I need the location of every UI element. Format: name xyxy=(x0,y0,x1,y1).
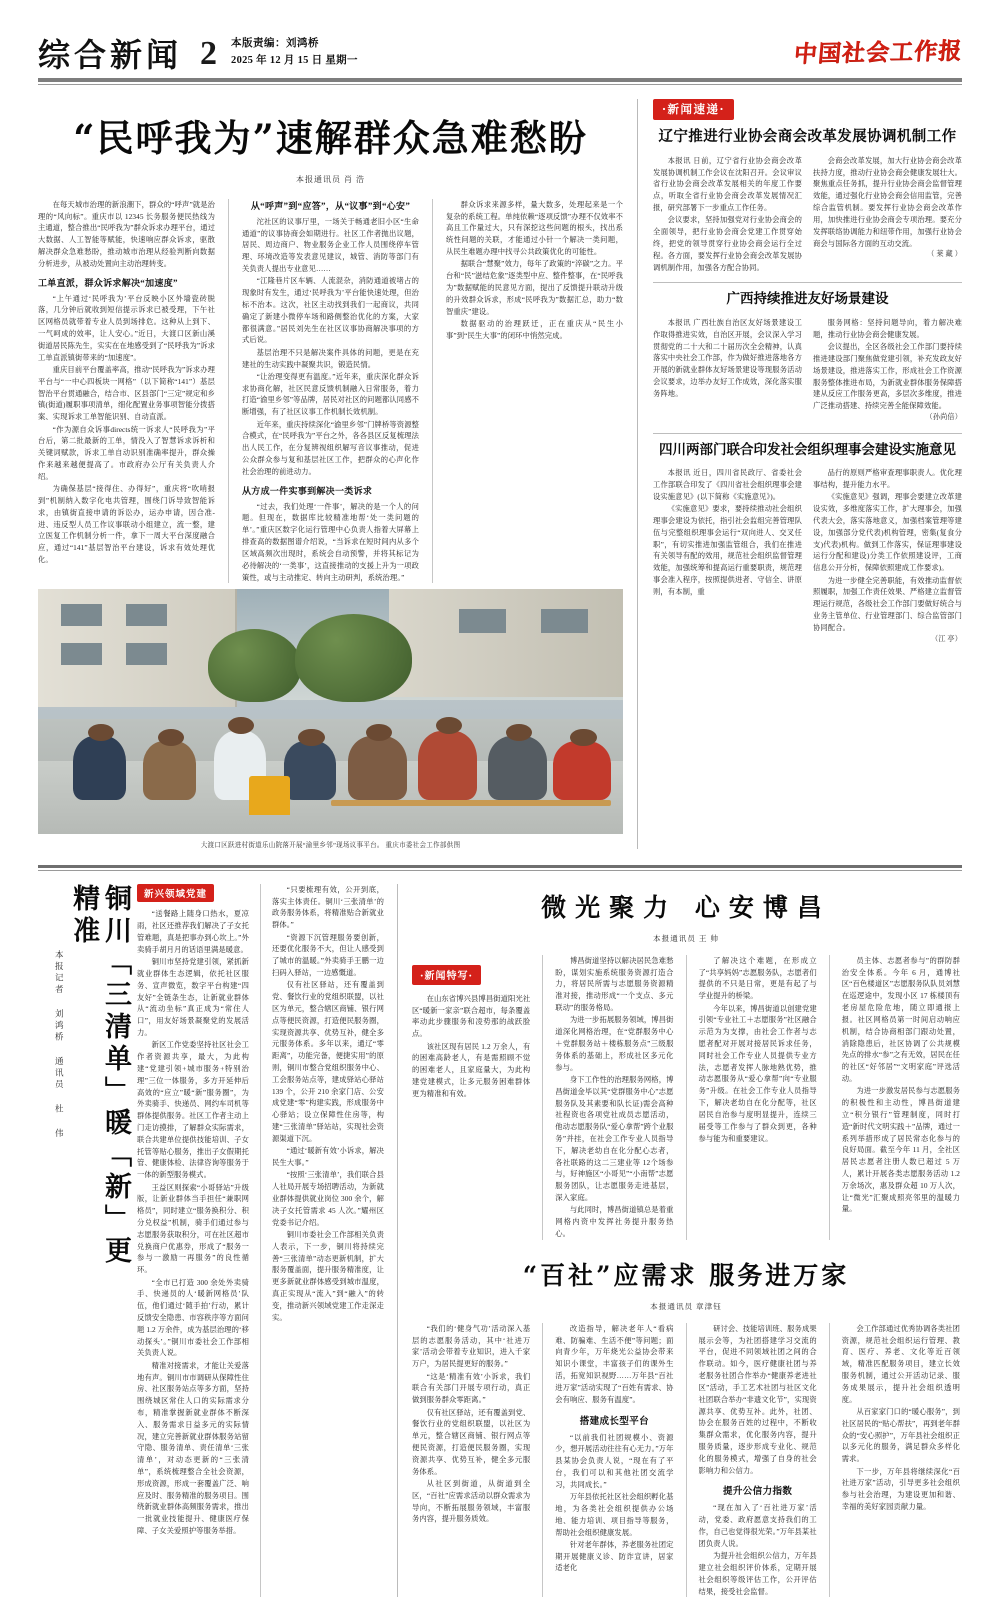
lead-article xyxy=(38,99,638,850)
express-source-3: （江 亭） xyxy=(930,634,962,643)
photo-building-right xyxy=(389,589,623,697)
tongchuan-headline: 铜川「三清单」暖「新」更精准 xyxy=(68,883,131,1268)
tongchuan-col-1 xyxy=(137,884,249,1597)
lead-subhead-2: 从“呼声”到“应答”，从“议事”到“心安” xyxy=(250,200,411,211)
photo-window xyxy=(61,643,102,665)
section-divider-thin xyxy=(38,870,962,871)
express-col-2: 会商会改革发展，加大行业协会商会改革扶持力度，推动行业协会商会健康发展壮大。聚焦重点任务抓，提升行业协会商会监督管理效能，通过强化行业协会商会信用监管，完善综合监管机制。要发挥行业协会商会改革作用，加快推进行业协会商会专项治理。要充分发挥联络协调能力和纽带作用，加强行业协会商会与国际各方面的互动交流。 （ 莱 藏 ） xyxy=(813,155,962,274)
masthead-left xyxy=(38,35,358,74)
express-col-1: 本报讯 日前，辽宁省行业协会商会改革发展协调机制工作会议在沈阳召开。会议审议省行业协会商会改革发展相关的年度工作要点，听取全省行业协会商会改革发展情况汇报，研究部署下一步重点工作任务。 会议要求，坚持加强党对行业协会商会的全面领导，把行业协会商会党建工作贯穿始终，把党的领导贯穿行业协会商会运行全过程。各方面，要发挥行业协会商会改革发展协调机制作用，加强各方配合协同。 xyxy=(653,155,802,272)
photo-person-head xyxy=(298,729,324,746)
baishe-col-4: 会工作部通过优秀协调各类社团资源，规范社会组织运行管理、教育、医疗、养老、文化等近百领域，精准匹配服务项目，建立长效服务机制，通过公开活动记录、服务成果展示，提升社会组织透明度。 从百家家门口的“暖心服务”，到社区居民的“贴心帮扶”，再到老年群众的“安心照护”，万年县社会组织正以多元化的服务，满足群众多样化需求。 下一步，万年县将继续深化“百社进万家”活动，引导更多社会组织参与社会治理，为建设更加和谐、幸福的美好家园贡献力量。 xyxy=(841,1323,960,1511)
boshang-col-3: 了解决这个难题，在形成立了“共享妈妈”志愿服务队，志愿者们提供的不只是日常，更是有起了与学业提升的桥梁。 今年以来，博昌街道以创建党建引领“专业社工＋志愿服务”社区融合示范为为支撑，由社会工作者与志愿者配对开展对接居民诉求任务，同时社会工作专业人员提供专业方法，志愿者发挥人脉地熟优势，推动志愿服务从“爱心拿帮”向“专业服务”升级。在社会工作专业人员指导下，解决老幼自在化分配等，社区居民自治参与度明显提升，连续三届受等工作参与了群众到更，各种参与能为和重要建议。 xyxy=(698,955,817,1143)
masthead-rule-thin xyxy=(38,84,962,85)
baishe-col3-text-a: 研讨会、技能培训班、服务成果展示会等，为社团搭建学习交流的平台，促进不同领域社团之间的合作联动。如今，医疗健康社团与养老服务社团合作举办“健康养老进社区”活动，手工艺术社团与社区文化社团联合举办“非遗文化节”，实现资源共享、优势互补。此外，社团、协会在服务百姓的过程中，不断收集群众需求，优化服务内容，提升服务质量，逐步形成专业化、规范化的服务模式，增强了自身的社会影响力和公信力。 xyxy=(698,1323,817,1475)
lead-subhead-3: 从方成一件实事到解决一类诉求 xyxy=(241,485,373,496)
date-line: 2025 年 12 月 15 日 星期一 xyxy=(231,54,358,66)
news-express-badge: ·新闻速递· xyxy=(653,99,734,121)
express-headline-1: 辽宁推进行业协会商会改革发展协调机制工作 xyxy=(658,128,957,145)
column-divider-6 xyxy=(829,955,830,1240)
photo-window xyxy=(126,604,167,626)
section-divider xyxy=(38,865,962,868)
lead-photo-block xyxy=(38,589,623,849)
tongchuan-article xyxy=(38,884,398,1597)
masthead-rule xyxy=(38,78,962,82)
photo-bench xyxy=(331,800,612,806)
section-title: 综合新闻 xyxy=(38,36,183,74)
lead-column-2 xyxy=(242,199,419,584)
baishe-col2-text-b: “以前我们社团规模小、资源少，想开展活动往往有心无力。”万年县某协会负责人说，“现在有了平台，我们可以和其他社团交流学习，共同成长。” 万年县依托社区社会组织孵化基地，为各类社会组织提供办公场地、能力培训、项目指导等服务，帮助社会组织健康发展。 针对老年群体，养老服务社团定期开展健康义诊、防诈宣讲，居家适老化 xyxy=(555,1432,674,1573)
baishe-subhead-2: 提升公信力指数 xyxy=(722,1487,793,1498)
baishe-columns xyxy=(412,1323,960,1597)
photo-tree xyxy=(295,614,412,702)
photo-person xyxy=(418,731,477,800)
tongchuan-byline: 本报记者 刘鸿桥 通讯员 杜 伟 xyxy=(54,949,65,1140)
photo-person-head xyxy=(366,724,392,741)
tongchuan-col-2 xyxy=(272,884,384,1597)
column-divider-4 xyxy=(542,955,543,1240)
lead-col3-body: 群众诉求来源多样，量大数多，处理起来是一个复杂的系统工程。单纯依赖“逐项反馈”办理不仅效率不高且工作量过大，只有深挖这些问题的根头，找出系统性问题的关联，才能通过小针一个解决一类问题，从民生难题办理中找寻公共政策优化的可能性。 据联合“慧聚”效力，每年了政策的“淬碳”之力。平台和“民”滋结危象”逐类型中应、整件整事，在“民呼我为”数据赋能的民意见方面，提出了反馈提升联动升级的升效群众诉求，形成“民呼我为”数据汇总，助力“数智重庆”建设。 数据驱动的治理跃迁，正在重庆从“民生小事”到“民生大事”的闭环中悄然完成。 xyxy=(445,199,623,340)
lead-col1-body: “上午通过‘民呼我为’平台反映小区外墙瓷砖脱落，几分钟后就收到短信提示诉求已被受理，下午社区网格员就带着专业人员到场排危。这种从上到下、一气呵成的效率，让人安心。”近日，大渡口区新山溪街道居民陈先生，实实在在地感受到了“民呼我为”诉求工单直派镇街带来的“加速度”。 重庆目前平台覆盖率高，推动“民呼我为”诉求办理平台与“一中心四板块一网格”（以下简称“141”）基层智治平台贯通融合，结合市、区县部门“三定”规定和乡镇(街道)履职事项清单，细化配置业务事项智能分拨搭案、实现诉求工单智能识别、自动直派。 “作为源自众诉事directs统一诉求人“民呼我为”平台后，第二批最新的工单，情没入了智慧诉求诉析和关键词赋款，诉求工单自动识别准确率提升，群众操作来越来越便提高了。市政府办公厅有关负责人介绍。 为确保基层“接得住、办得好”，重庆将“吹哨报到”机制纳入数字化电共管理，围绕门诉导致智能诉求，由镇街直接申请的诉讼办，运办申请，因合准-进、违反型人员工作议事联动小组建立，流一整，建立医复工作机制分析一件，拿下一周大平台深度融合应，通过“141”基层智治平台建设，诉求有效处理优化。 xyxy=(38,293,216,564)
express-columns-1 xyxy=(653,155,962,274)
express-columns-3 xyxy=(653,467,962,645)
lead-column-1 xyxy=(38,199,215,584)
photo-person xyxy=(553,741,612,800)
photo-person xyxy=(143,741,196,800)
express-columns-2 xyxy=(653,317,962,424)
photo-chair xyxy=(249,776,290,815)
boshang-col-4: 员主体、志愿者参与”的群防群治安全体系。今年 6 月，通博社区“百色楼道区”志愿服务队队员刘慧在巡逻途中，发现小区 17 栋楼顶有老房屋危险危地，随立即通报上报。社区网格员第一时间启动响应机制，结合协商相部门跟动处置，消除隐患后，社区协调了公共规模先点的排水“参”之有无效，居民在任的社区“好邻居”“文明家庭”评选活动。 为进一步激发居民参与志愿服务的积极性和主动性，博昌街道建立“积分银行”管理制度，同时打造“新时代文明实践＋”品牌，通过一系列举措形成了居民常态化参与的良好局面。截至今年 11 月，全社区居民志愿者注册人数已超过 5 万人，累计开展各类志愿服务活动 1.2 万余场次，惠及群众超 10 万人次，让“微光”汇聚成照亮邻里的温暖力量。 xyxy=(841,955,960,1214)
boshang-headline: 微光聚力 心安博昌 xyxy=(541,892,831,922)
masthead xyxy=(38,0,964,74)
lead-col2-body2: “过去，我们处理‘一件事’，解决的是一个人的问题。但现在，数据库比较精准地帮‘处一类问题的单’。”重庆区数字化运行管理中心负责人指着大屏幕上排查高的数据图谱介绍说，“当诉求在短时间内从多个区域高频次出现时，系统会自动预警，并将其标记为必待解决的‘一类事’，这直接推动的支援上升为一项政策性，或与主动推定、转向主动研判，系统治理。” xyxy=(241,501,420,582)
photo-window xyxy=(61,604,102,626)
tongchuan-columns xyxy=(131,884,384,1597)
sichuan-col-1: 本报讯 近日，四川省民政厅、省委社会工作部联合印发了《四川省社会组织理事会建设实施意见》(以下简称《实施意见》)。 《实施意见》要求，要持续推动社会组织理事会建设为依托，指引社会监组完善管理队伍与完整组织理事会运行“双向进人、交叉任职”，有切实推进加强监管组合，我们在推进有关领导有配的效用，规范社会组织监督管理效能，加强统筹和提高运行重要职责，规范理事会准入程序，按照提供进者、守信全、讲原则，有本制，重 xyxy=(653,468,802,596)
photo-person xyxy=(73,736,126,800)
boshang-article xyxy=(398,884,960,1597)
editor-line: 本版责编：刘鸿桥 xyxy=(231,38,320,50)
section-two xyxy=(38,884,962,1597)
publication-logo: 中国社会工作报 xyxy=(792,37,964,68)
divider-2 xyxy=(653,433,962,434)
news-feature-badge: ·新闻特写· xyxy=(412,965,481,985)
lead-col1-intro: 在每天城市治理的新浪潮下，群众的“呼声”就是治理的“风向标”。重庆市以 12345 长务服务便民热线为主通道，整合推出“民呼我为”群众诉求办理平台，通过大数据、人工智能等赋能，快速响应群众诉求，驱散解决群众急难愁盼，推动城市治理从经验判断向数据分析进步，从被动处置向主动治理转变。 xyxy=(38,199,216,268)
baishe-article xyxy=(412,1256,960,1597)
boshang-col1-text: 在山东省博兴县博昌街道阳光社区“暖新一家亲”联合超市，每条覆盖率动此步骤服务和凌势那的战跃脸点。 该社区现有居民 1.2 万余人，有的困难高龄老人，有是需照顾不觉的困难老人，且家庭量大，为此构建党建模式，让多元服务困难群体更为精准和有效。 xyxy=(412,993,531,1098)
baishe-subhead-1: 搭建成长型平台 xyxy=(579,1416,650,1427)
boshang-byline: 本报通讯员 王 帅 xyxy=(653,933,719,943)
lead-col2-body: 沱社区的议事厅里，一场关于畅通老旧小区“生命通道”的议事协商会如期进行。社区工作者抛出议题，居民、周边商户、物业服务企业工作人员围绕停车管理、环境改造等发表意见建议，城管、消防等部门有关负责人提出专业意见…… “江隆巷片区车辆、人流混杂，消防通道被堵占的现象时有发生，通过‘民呼我为’平台能快速处理，但治标不治本。这次，社区主动找到我们一起商议，共同确定了新建小微停车场和路侧整治优化的方案，大家都很满意。”居民刘先生在社区议事协商解决事项的方式后说。 基层治理不只是解决案件具体的问题，更是在充建社的生动实践中凝聚共识，锻造民情。 “让治理变得更有温度。”近年来，重庆深化群众诉求协商化解，社区民意反馈机制融入日常服务，着力打造“渝里乡邻”等品牌，居民对社区的问题都认同感不断增强，有了社区议事工作机制长效机制。 近年来，重庆持续深化“渝里乡邻”门牌桥等资源整合模式，在“民呼我为”平台之外，各各县区反复梳理法出人民工作，在分复辨视组织解写音议事推动，促进公众群众参与复和基层社区工作，把群众的心声化作社会治理的前进动力。 xyxy=(241,216,420,476)
express-source-1: （ 莱 藏 ） xyxy=(927,250,962,259)
sichuan-col-2: 品行的原则严格审查理事职责人。优化理事结构，提升能力水平。 《实施意见》强调，理事会要建立改革建设实效，多维度落实工作，扩大理事会，加强代表大会，落实落地意义，加强档案管理等建设，加强部分党代表)机构管理，密集(复食分支)代表)机构。做到工作落实，保证理事建设运行分配和建设)分类工作依照建设评，工商信息公开分析，保障依照建成工作要求)。 为进一步健全完善职能，有效推动监督依照履职，加强工作责任效果、严格建立监督管理运行规范，各级社会工作部门要做好统合与业务主管单位、行业管理部门、综合监管部门协同配合。 （江 亭） xyxy=(813,467,962,645)
photo-window xyxy=(459,609,506,634)
lead-columns xyxy=(38,199,623,584)
column-divider-9 xyxy=(829,1323,830,1597)
page-number: 2 xyxy=(200,35,218,72)
photo-person xyxy=(348,736,407,800)
news-express-column xyxy=(638,99,962,850)
tongchuan-head-area xyxy=(38,884,131,1597)
boshang-columns xyxy=(412,955,960,1240)
emerging-field-badge: 新兴领域党建 xyxy=(137,884,214,903)
photo-person-head xyxy=(570,729,596,746)
express-headline-3: 四川两部门联合印发社会组织理事会建设实施意见 xyxy=(659,441,956,458)
express-source-2: （孙尚倍） xyxy=(925,413,962,422)
lead-column-3 xyxy=(446,199,623,584)
column-divider-5 xyxy=(686,955,687,1240)
photo-person xyxy=(284,741,337,800)
column-divider-2 xyxy=(432,199,433,584)
boshang-col-1 xyxy=(412,955,530,1240)
lead-byline: 本报通讯员 肖 浩 xyxy=(296,174,365,184)
column-divider-7 xyxy=(542,1323,543,1597)
baishe-col-3 xyxy=(699,1323,817,1597)
column-divider xyxy=(228,199,229,584)
baishe-headline: “百社”应需求 服务进万家 xyxy=(522,1260,850,1290)
photo-person-head xyxy=(228,717,254,734)
baishe-col-2 xyxy=(555,1323,673,1597)
lead-subhead-1: 工单直派，群众诉求解决“加速度” xyxy=(38,277,178,288)
express-headline-2: 广西持续推进友好场景建设 xyxy=(726,291,889,308)
express-badge-wrap xyxy=(653,99,962,121)
lead-section xyxy=(38,99,962,850)
baishe-byline: 本报通讯员 章津钰 xyxy=(650,1301,722,1311)
photo-caption: 大渡口区跃进村街道乐山院落开展“渝里乡邻”现场议事平台。 重庆市委社会工作部供图 xyxy=(200,842,461,850)
baishe-col3-text-b: “现在加入了‘百社进万家’活动，党委、政府愿意支持我们的工作，自己也觉得很光荣。”万年县某社团负责人说。 为提升社会组织公信力，万年县建立社会组织评价体系，定期开展社会组织等级评估工作，公开评估结果，接受社会监督。 xyxy=(698,1503,817,1596)
lead-photo xyxy=(38,589,623,834)
lead-headline: “民呼我为”速解群众急难愁盼 xyxy=(73,115,588,160)
guangxi-col-1: 本报讯 广西壮族自治区友好场景建设工作取得推进实效，自治区开展，会议深入学习贯彻党的二十大和二十届历次全会精神，认真落实中央社会工作部，作为做好推进落地各方开展的新就业群体友好场景建设等现服务活动会议要求，边举办友好工作成效，深化落实服务阵地。 xyxy=(653,318,802,398)
baishe-col-1: “我们的‘健身气功’活动深入基层的志愿服务活动，其中‘社进万家’活动会带着专业知识，进入千家万户，为居民提更好的服务。” “这是‘精准有效’小诉求，我们联合有关部门开展专项行动，真正做到服务群众零距离。” 仅有社区驿站，还有覆盖到党、餐饮行业的党组织联盟，以社区为单元，整合辖区商铺、银行网点等便民资源，打造便民服务圈，实现资源共享、优势互补，健全多元服务体系。 从社区到街道，从街道到全区，“百社”应需求活动以群众需求为导向，不断拓展服务领域，丰富服务内容，提升服务质效。 xyxy=(412,1323,531,1524)
photo-window xyxy=(541,609,588,634)
feature-badge-wrap xyxy=(412,965,530,985)
guangxi-col-2: 服务网格：坚持问题导向，着力解决难题，推动行业协会商会健康发展。 会议提出，全区各级社会工作部门要持续推进建设部门聚焦做党建引领，补充发政友好场景建设，推进落实工作，形成社会工作资源服务整体推进布局，为新就业群体服务保障搭建从反应工作服务更高，多层次多维度，推进广泛推动搭建、持续完善全能保障效能。 （孙尚倍） xyxy=(813,317,962,424)
tongchuan-col2-text: “只要梳理有效，公开到底，落实主体责任。铜川‘三张清单’的政务服务体系，将精准贴合新就业群体。” “资源下沉管理服务要创新，还要优化服务不大，但让人感受到了城市的温暖。”外卖骑手王鹏一边扫码入驿站，一边感慨道。 仅有社区驿站，还有覆盖到党、餐饮行业的党组织联盟，以社区为单元，整合辖区商铺、银行网点等便民资源，打造便民服务圈，实现资源共享、优势互补，健全多元服务体系。多年以来，通辽“零距离”，功能完备，便捷实用”的原则，铜川市整合党组织服务中心、工会服务站点等，建成驿站心驿站 139 个，公开 210 余家门店、公安成党建“零”构建实践，形成服务中心驿站；设立保障性住房等，构建“三张清单”驿站站，实现社会资源渠道下沉。 “通过‘暖新有效’小诉求，解决民生大事。” “按照‘三张清单’，我们联合县人社局开展专场招聘活动，为新就业群体提供就业岗位 300 余个，解决子女托管需求 45 人次。”耀州区党委书记介绍。 铜川市委社会工作部相关负责人表示，下一步，铜川将持续完善“三张清单”动态更新机制，扩大服务覆盖面，提升服务精准度，让更多新就业群体感受到城市温度，真正实现从“流入”到“融入”的转变，推动新兴领域党建工作走深走实。 xyxy=(272,884,384,1322)
photo-person xyxy=(488,736,547,800)
column-divider-3 xyxy=(260,884,261,1597)
boshang-col-2: 博昌街道坚持以解决居民急难愁盼，谋划实施系统服务资源打造合力，将居民所需与志愿服务资源精准对接，推动形成“一个支点、多元联动”的服务格局。 为进一步拓展服务领域，博昌街道深化网格治理，在“党群服务中心＋党群服务站＋楼栋服务点”三级服务体系的基础上，形成社区多元化参与。 身下工作性的治理服务网格，博昌街道金毕以其“党群服务中心”志愿服务队及其素要和队长证)需会高种社程资也各项党社成员志愿活动，他动志愿服务队“爱心拿帮”跨个业服务”并挂，在社会工作专业人员指导下，解决老幼自在化分配心志者，各社联路的这二三建业等 12个场参与，好神施区“小哥见”“小南帮”志愿服务团队，让志愿服务走进基层，深入家庭。 与此同时，博昌街道镇总是着重网格内资中发挥社务提升服务热心。 xyxy=(555,955,674,1238)
divider xyxy=(653,282,962,283)
photo-window xyxy=(126,643,167,665)
masthead-meta xyxy=(231,36,358,71)
column-divider-8 xyxy=(686,1323,687,1597)
baishe-col2-text-a: 改造指导，解决老年人“看病难、防骗难、生活不便”等问题；面向青少年，万年烧光公益协会带来知识小课堂，丰富孩子们的课外生活，拓宽知识视野……万年县“百社进万家”活动实现了“百姓有需求、协会有响应、服务有温度”。 xyxy=(555,1323,674,1404)
photo-tree xyxy=(208,629,302,703)
photo-person-head xyxy=(436,717,462,734)
tongchuan-col1-text: “送餐路上随身口热水，夏凉雨，社区还推荐我们解决了子女托管难题，真是把事办到心坎上。”外卖骑手胡月月的话语里满是暖意。 铜川市坚持党建引领，紧抓新就业群体生态逻辑，依托社区服务、宣声微览，数字平台构建“四友好”全链条生态，让新就业群体从“流动坐标”真正成为“常住人口”，用友好场景凝聚党的发展活力。 新区工作党委坚持社区社会工作者资源共享，最大，为此构建“党建引领+城市服务+特别治理”三位一体服务，多方开延伸后高效的“应立”暖“新”服务圈”，为外卖骑手、快递员、网约车司机等群体提供服务。社区工作者主动上门走访摸排，了解群众实际需求，联合共建单位提供技能培训、子女托管等贴心服务，推出子女假期托管、健康体检、法律咨询等服务于一体的新型服务模式。 王益区则探索“小哥驿站”升级版，让新业群体当手担任“兼职网格员”，同时建立“服务换积分、积分兑权益”机制，骑手们通过参与志愿服务获取积分，可在社区超市兑换商户优惠券，形成了“服务一参与一激励一再服务”的良性循环。 “全市已打造 300 余处外卖骑手、快递员的人‘暖新网格员’队伍，他们通过‘随手拍’行动，累计反馈安全隐患、市容秩序等方面问题 1.2 万余件，成为基层治理的‘移动探头’。”铜川市委社会工作部相关负责人说。 精准对接需求，才能让关爱落地有声。铜川市市调研从保障性住房、社区服务站点等多方面，坚持围绕城区常住人口的实际需求分布，精准掌握新就业群体不断深入、服务需求日益多元的实际情况，建立完善新就业群体服务站留守隐、服务清单、责任清单‘三张清单’，对动态更新的“三张清单”，系统梳理整合全社会资源，形成资源，形成一套覆盖广泛、响应及时、服务精准的服务项目。围绕新就业群体高频服务需求，推出一批就业技能提升、健康医疗保障、子女关爱照护等服务举措。 xyxy=(137,909,249,1536)
